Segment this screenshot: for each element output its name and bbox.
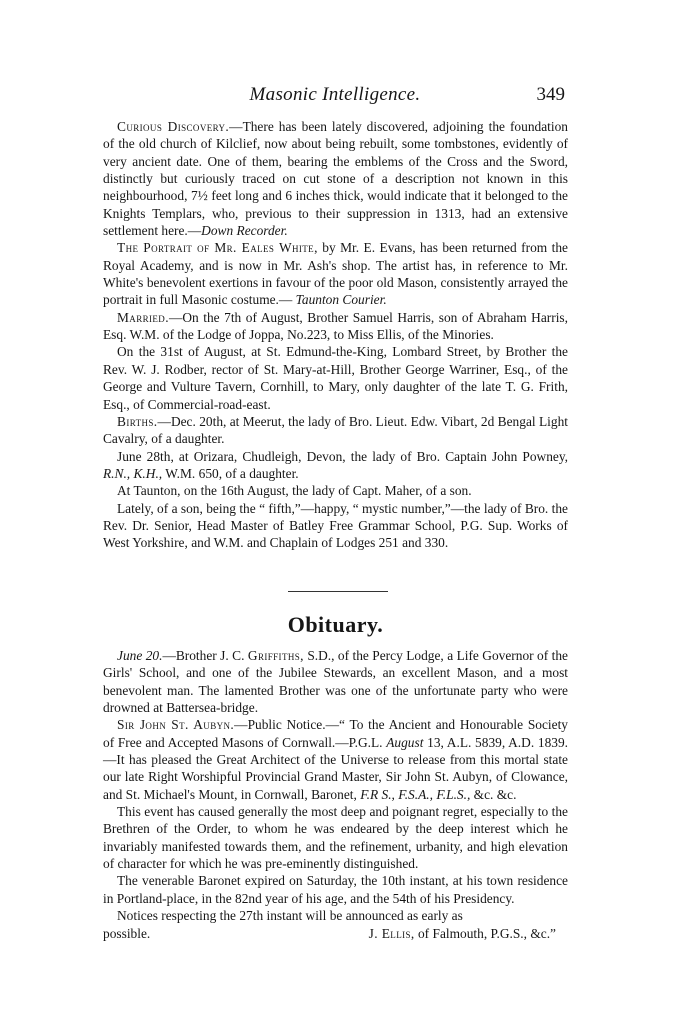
paragraph-text: —Dec. 20th, at Meerut, the lady of Bro. Lieut. Edw. Vibart, 2d Bengal Light Cavalry, of a daughter. — [103, 413, 568, 447]
obituary-italic: August — [386, 734, 424, 750]
obituary-signature-line — [103, 925, 568, 942]
paragraph-source: Taunton Courier. — [295, 292, 387, 308]
paragraph-curious-discovery — [103, 118, 568, 239]
obituary-signature — [369, 925, 568, 942]
obituary-text: The venerable Baronet expired on Saturday, the 10th instant, at his town residence in Portland-place, in the 82nd year of his age, and the 54th of his Presidency. — [103, 873, 568, 906]
paragraph-text: by Mr. E. Evans, has been returned from the Royal Academy, and is now in Mr. Ash's shop. The artist has, in reference to Mr. White's benevolent exertions in favour of the poor old Mason, consistently arrayed the portrait in full Masonic costume.— — [103, 240, 568, 308]
obituary-text: —Public Notice.—“ To the Ancient and Honourable Society of Free and Accepted Masons of Cornwall.—P.G.L. — [103, 717, 569, 750]
obituary-text: 13, A.L. 5839, A.D. 1839.—It has pleased the Great Architect of the Universe to release from this mortal state our late Right Worshipful Provincial Grand Master, Sir John St. Aubyn, of Clowance, and St. Michael's Mount, in Cornwall, Baronet, — [103, 734, 568, 802]
paragraph-lead: The Portrait of Mr. Eales White, — [117, 240, 318, 256]
paragraph-births — [103, 413, 568, 448]
obituary-text: &c. &c. — [470, 786, 517, 802]
paragraph-births-2 — [103, 448, 568, 483]
paragraph-lead: Married. — [117, 309, 169, 325]
obituary-italic: F.R S., F.S.A., F.L.S., — [360, 786, 471, 802]
obituary-griffiths — [103, 647, 568, 716]
paragraph-text: June 28th, at Orizara, Chudleigh, Devon, the lady of Bro. Captain John Powney, — [117, 448, 568, 464]
paragraph-text: W.M. 650, of a daughter. — [162, 465, 299, 481]
page-number: 349 — [536, 84, 565, 105]
paragraph-births-4 — [103, 500, 568, 552]
paragraph-lead: Births. — [117, 413, 158, 429]
obituary-text: This event has caused generally the most deep and poignant regret, especially to the Brethren of the Order, to whom he was endeared by the deep interest which he invariably manifested towards them, and the refinement, urbanity, and high elevation of character for which he was pre-eminently distinguished. — [103, 804, 568, 872]
paragraph-text: On the 31st of August, at St. Edmund-the-King, Lombard Street, by Brother the Rev. W. J. Rodber, rector of St. Mary-at-Hill, Brother George Warriner, Esq., of the George and Vulture Tavern, Cornhill, to Mary, only daughter of the late T. G. Frith, Esq., of Commercial-road-east. — [103, 344, 568, 412]
paragraph-married-2 — [103, 343, 568, 412]
paragraph-italic: R.N., K.H., — [103, 465, 163, 481]
obituary-name: Sir John St. Aubyn. — [117, 717, 235, 733]
paragraph-text: —There has been lately discovered, adjoining the foundation of the old church of Kilclief, now about being rebuilt, some tombstones, evidently of very ancient date. One of them, bearing the emblems of the Cross and the Sword, distinctly but curiously traced on cut stone of a description not known in this neighbourhood, 7½ feet long and 6 inches thick, would indicate that it belonged to the Knights Templars, who, previous to their suppression in 1313, had an extensive settlement here.— — [103, 119, 568, 239]
signature-rest: of Falmouth, P.G.S., &c.” — [414, 925, 556, 941]
obituary-section — [103, 647, 568, 942]
obituary-st-aubyn — [103, 716, 568, 803]
obituary-text: S.D., of the Percy Lodge, a Life Governor of the Girls' School, and one of the Jubilee Stewards, an excellent Mason, and a most benevolent man. The lamented Brother was one of the unfortunate party who were drowned at Battersea-bridge. — [103, 648, 568, 716]
paragraph-source: Down Recorder. — [201, 223, 288, 239]
obituary-event — [103, 803, 568, 872]
intelligence-section — [103, 118, 568, 552]
obituary-heading: Obituary. — [287, 612, 384, 637]
paragraph-births-3 — [103, 482, 568, 499]
obituary-text: —Brother J. C. — [162, 648, 248, 663]
running-head — [105, 84, 565, 110]
obituary-baronet — [103, 872, 568, 907]
signature-name: J. Ellis, — [368, 925, 415, 941]
paragraph-married — [103, 309, 568, 344]
page-title: Masonic Intelligence. — [249, 84, 421, 105]
paragraph-text: Lately, of a son, being the “ fifth,”—happy, “ mystic number,”—the lady of Bro. the Rev. Dr. Senior, Head Master of Batley Free Grammar School, P.G. Sup. Works of West Yorkshire, and W.M. and Chaplain of Lodges 251 and 330. — [103, 500, 568, 551]
obituary-notices — [103, 907, 568, 924]
obituary-closing: possible. — [103, 925, 151, 941]
obituary-date: June 20. — [117, 648, 163, 663]
obituary-text: Notices respecting the 27th instant will be announced as early as — [117, 908, 463, 924]
obituary-name: Griffiths, — [247, 648, 304, 663]
paragraph-text: —On the 7th of August, Brother Samuel Harris, son of Abraham Harris, Esq. W.M. of the Lodge of Joppa, No.223, to Miss Ellis, of the Minories. — [103, 309, 568, 343]
paragraph-lead: Curious Discovery. — [117, 119, 230, 134]
paragraph-portrait — [103, 239, 568, 308]
paragraph-text: At Taunton, on the 16th August, the lady of Capt. Maher, of a son. — [117, 483, 472, 499]
section-divider — [288, 591, 388, 592]
